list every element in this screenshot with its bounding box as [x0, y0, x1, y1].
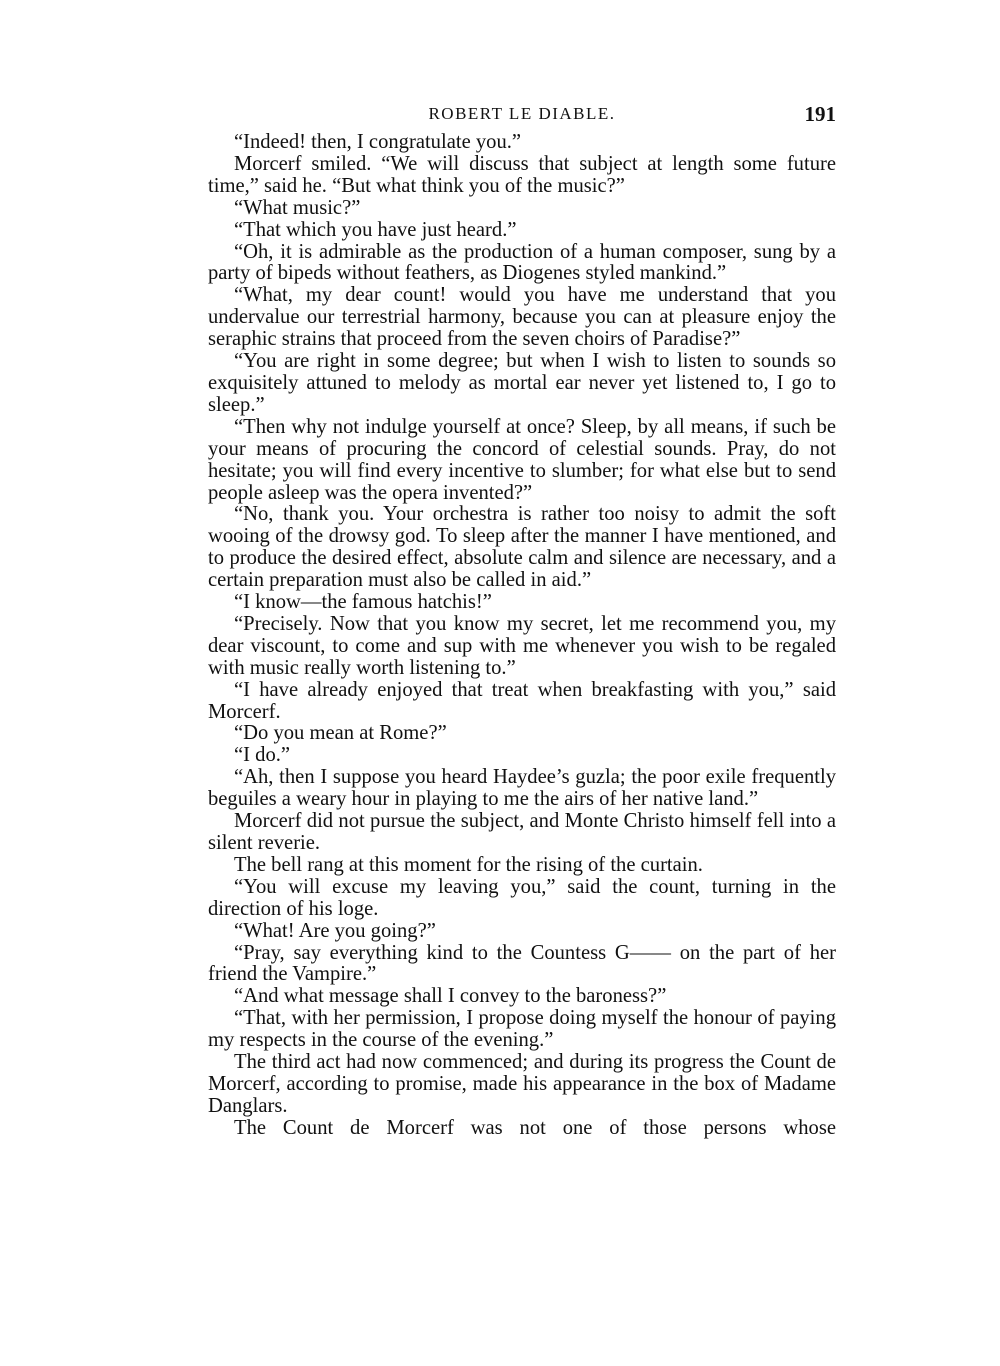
- running-title: ROBERT LE DIABLE.: [428, 104, 616, 123]
- paragraph: “What music?”: [234, 196, 361, 219]
- paragraph: “I have already enjoyed that treat when breakfasting with you,” said Morcerf.: [208, 678, 836, 723]
- paragraph: “That which you have just heard.”: [234, 218, 517, 241]
- paragraph: “I do.”: [234, 744, 291, 767]
- running-head: [208, 102, 836, 128]
- paragraph: The Count de Morcerf was not one of those persons whose: [234, 1116, 836, 1139]
- paragraph: “Ah, then I suppose you heard Haydee’s guzla; the poor exile frequently beguiles a weary hour in playing to me the airs of her native land.”: [208, 766, 836, 811]
- body-text: [208, 132, 836, 1140]
- paragraph: Morcerf smiled. “We will discuss that subject at length some future time,” said he. “But what think you of the music?”: [208, 152, 836, 197]
- paragraph: “Precisely. Now that you know my secret, let me recommend you, my dear viscount, to come and sup with me whenever you wish to be regaled with music really worth listening to.”: [208, 612, 836, 679]
- paragraph: “You will excuse my leaving you,” said the count, turning in the direction of his loge.: [208, 875, 836, 920]
- page-number: 191: [804, 102, 836, 126]
- paragraph: Morcerf did not pursue the subject, and Monte Christo himself fell into a silent reverie.: [208, 810, 836, 854]
- paragraph: “Indeed! then, I congratulate you.”: [234, 131, 522, 153]
- paragraph: “You are right in some degree; but when I wish to listen to sounds so exquisitely attuned to melody as mortal ear never yet listened to, I go to sleep.”: [208, 350, 836, 416]
- paragraph: “And what message shall I convey to the baroness?”: [234, 985, 667, 1008]
- paragraph: “Oh, it is admirable as the production of a human composer, sung by a party of bipeds without feathers, as Diogenes styled mankind.”: [208, 240, 836, 285]
- paragraph: “What! Are you going?”: [234, 919, 436, 942]
- paragraph: The third act had now commenced; and during its progress the Count de Morcerf, according to promise, made his appearance in the box of Madame Danglars.: [208, 1051, 836, 1117]
- paragraph: “That, with her permission, I propose doing myself the honour of paying my respects in the course of the evening.”: [208, 1007, 836, 1052]
- paragraph: “No, thank you. Your orchestra is rather too noisy to admit the soft wooing of the drowsy god. To sleep after the manner I have mentioned, and to produce the desired effect, absolute calm and silence are necessary, and a certain preparation must also be called in aid.”: [208, 503, 836, 592]
- paragraph: The bell rang at this moment for the rising of the curtain.: [234, 853, 703, 876]
- paragraph: “Pray, say everything kind to the Countess G—— on the part of her friend the Vampire.”: [208, 941, 836, 986]
- paragraph: “What, my dear count! would you have me understand that you undervalue our terrestrial harmony, because you can at pleasure enjoy the seraphic strains that proceed from the seven choirs of Paradise?”: [208, 284, 836, 351]
- paragraph: “I know—the famous hatchis!”: [234, 591, 492, 614]
- paragraph: “Then why not indulge yourself at once? Sleep, by all means, if such be your means of procuring the concord of celestial sounds. Pray, do not hesitate; you will find every incentive to slumber; for what else but to send people asleep was the opera invented?”: [208, 415, 836, 504]
- paragraph: “Do you mean at Rome?”: [234, 722, 447, 745]
